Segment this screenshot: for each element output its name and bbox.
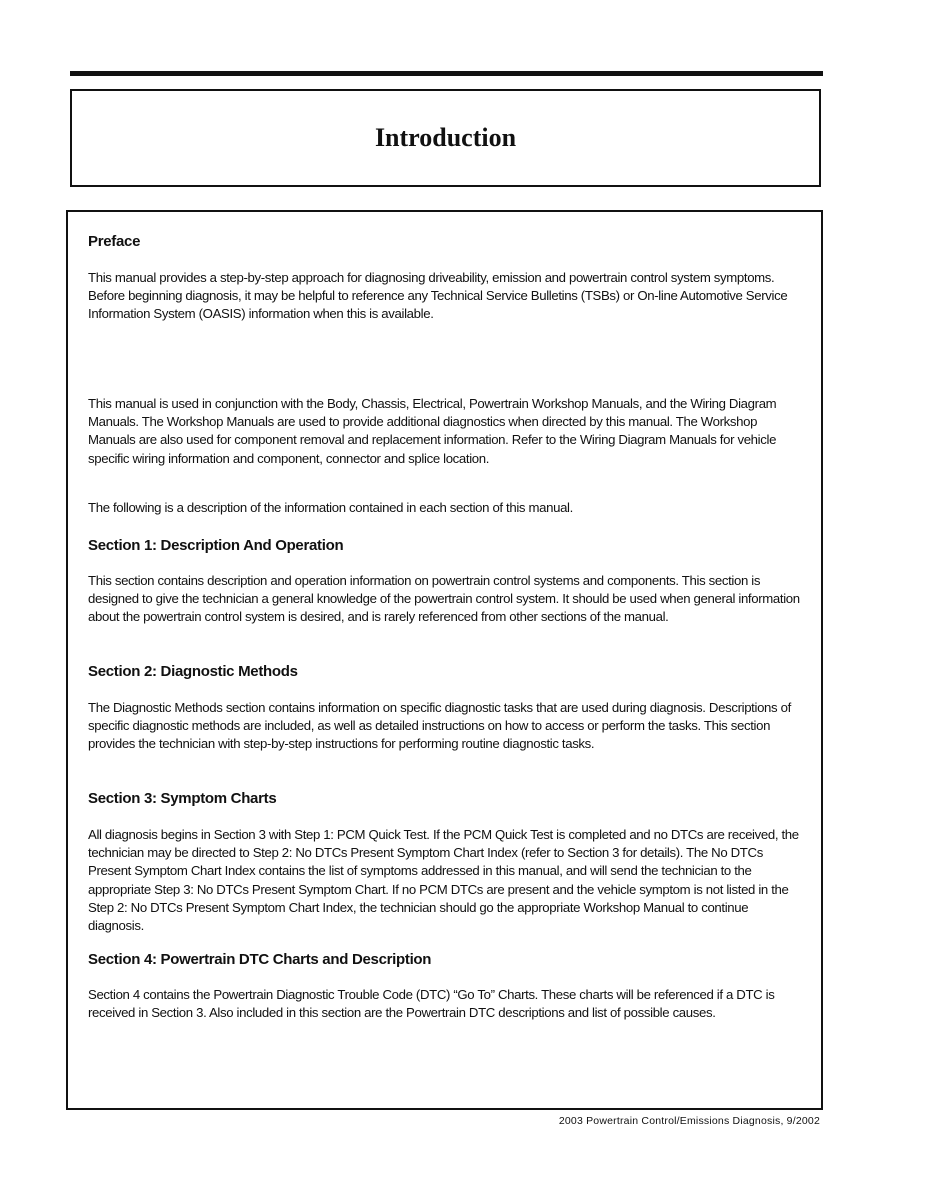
section-1-body: This section contains description and operation information on powertrain control systems and components. This section is designed to give the technician a general knowledge of the powertrain control system. It should be used when general information about the powertrain control system is desired, and is rarely referenced from other sections of the manual. xyxy=(88,573,800,625)
section-1-heading: Section 1: Description And Operation xyxy=(88,537,344,554)
preface-paragraph-2: This manual is used in conjunction with the Body, Chassis, Electrical, Powertrain Workshop Manuals, and the Wiring Diagram Manuals. The Workshop Manuals are used to provide additional diagnostics when directed by this manual. The Workshop Manuals are also used for component removal and replacement information. Refer to the Wiring Diagram Manuals for vehicle specific wiring information and component, connector and splice location. xyxy=(88,396,777,466)
top-rule-divider xyxy=(70,71,823,76)
preface-paragraph-3: The following is a description of the information contained in each section of this manual. xyxy=(88,500,573,515)
page-title: Introduction xyxy=(374,123,517,152)
section-3-body: All diagnosis begins in Section 3 with Step 1: PCM Quick Test. If the PCM Quick Test is completed and no DTCs are received, the technician may be directed to Step 2: No DTCs Present Symptom Chart Index (refer to Section 3 for details). The No DTCs Present Symptom Chart Index contains the list of symptoms addressed in this manual, and will send the technician to the appropriate Step 3: No DTCs Present Symptom Chart. If no PCM DTCs are present and the vehicle symptom is not listed in the Step 2: No DTCs Present Symptom Chart Index, the technician should go the appropriate Workshop Manual to continue diagnosis. xyxy=(88,827,799,934)
preface-heading: Preface xyxy=(88,233,141,250)
title-box xyxy=(70,89,821,187)
section-2-heading: Section 2: Diagnostic Methods xyxy=(88,663,298,680)
preface-paragraph-1: This manual provides a step-by-step approach for diagnosing driveability, emission and powertrain control system symptoms. Before beginning diagnosis, it may be helpful to reference any Technical Service Bulletins (TSBs) or On-line Automotive Service Information System (OASIS) information when this is available. xyxy=(88,270,788,322)
section-3-heading: Section 3: Symptom Charts xyxy=(88,790,277,807)
content-box xyxy=(66,210,823,1110)
section-4-heading: Section 4: Powertrain DTC Charts and Description xyxy=(88,951,432,968)
page-footer: 2003 Powertrain Control/Emissions Diagnosis, 9/2002 xyxy=(558,1115,820,1127)
section-4-body: Section 4 contains the Powertrain Diagnostic Trouble Code (DTC) “Go To” Charts. These charts will be referenced if a DTC is received in Section 3. Also included in this section are the Powertrain DTC descriptions and list of possible causes. xyxy=(88,987,775,1021)
section-2-body: The Diagnostic Methods section contains information on specific diagnostic tasks that are used during diagnosis. Descriptions of specific diagnostic methods are included, as well as detailed instructions on how to access or perform the tasks. This section provides the technician with step-by-step instructions for performing routine diagnostic tasks. xyxy=(88,700,791,752)
